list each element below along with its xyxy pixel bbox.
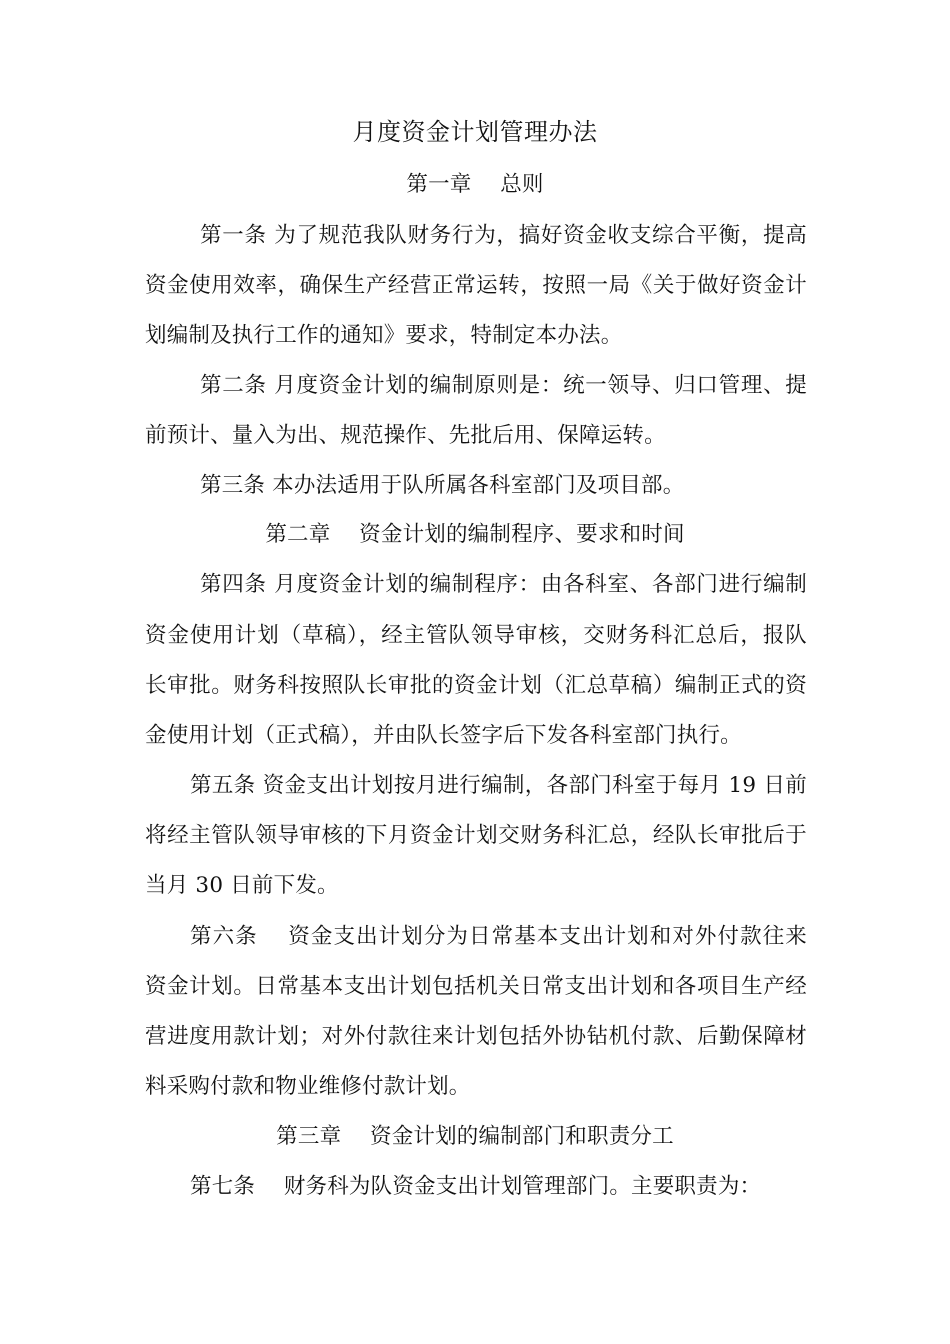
article-4-line-1: 第四条 月度资金计划的编制程序：由各科室、各部门进行编制	[200, 572, 807, 597]
article-6-line-2: 资金计划。日常基本支出计划包括机关日常支出计划和各项目生产经	[145, 974, 807, 999]
article-5-line-1: 第五条 资金支出计划按月进行编制，各部门科室于每月 19 日前	[190, 773, 807, 798]
article-2-line-2: 前预计、量入为出、规范操作、先批后用、保障运转。	[145, 423, 666, 448]
document-title: 月度资金计划管理办法	[352, 118, 598, 146]
article-5-line-2: 将经主管队领导审核的下月资金计划交财务科汇总，经队长审批后于	[145, 823, 807, 848]
article-7: 第七条 财务科为队资金支出计划管理部门。主要职责为：	[190, 1174, 762, 1199]
article-2-line-1: 第二条 月度资金计划的编制原则是：统一领导、归口管理、提	[200, 373, 807, 398]
article-5-line-3: 当月 30 日前下发。	[145, 873, 339, 898]
article-1-line-3: 划编制及执行工作的通知》要求，特制定本办法。	[145, 323, 623, 348]
article-6-line-3: 营进度用款计划；对外付款往来计划包括外协钻机付款、后勤保障材	[145, 1024, 807, 1049]
article-3: 第三条 本办法适用于队所属各科室部门及项目部。	[200, 473, 685, 498]
article-1-line-2: 资金使用效率，确保生产经营正常运转，按照一局《关于做好资金计	[145, 273, 807, 298]
article-6-line-4: 料采购付款和物业维修付款计划。	[145, 1074, 471, 1099]
article-6-line-1: 第六条 资金支出计划分为日常基本支出计划和对外付款往来	[190, 924, 807, 949]
article-4-line-2: 资金使用计划（草稿），经主管队领导审核，交财务科汇总后，报队	[145, 623, 807, 648]
article-4-line-3: 长审批。财务科按照队长审批的资金计划（汇总草稿）编制正式的资	[145, 673, 807, 698]
article-1-line-1: 第一条 为了规范我队财务行为，搞好资金收支综合平衡，提高	[200, 223, 807, 248]
article-4-line-4: 金使用计划（正式稿），并由队长签字后下发各科室部门执行。	[145, 723, 742, 748]
chapter-1-heading: 第一章 总则	[406, 172, 544, 197]
chapter-3-heading: 第三章 资金计划的编制部门和职责分工	[276, 1124, 674, 1149]
chapter-2-heading: 第二章 资金计划的编制程序、要求和时间	[265, 522, 685, 547]
